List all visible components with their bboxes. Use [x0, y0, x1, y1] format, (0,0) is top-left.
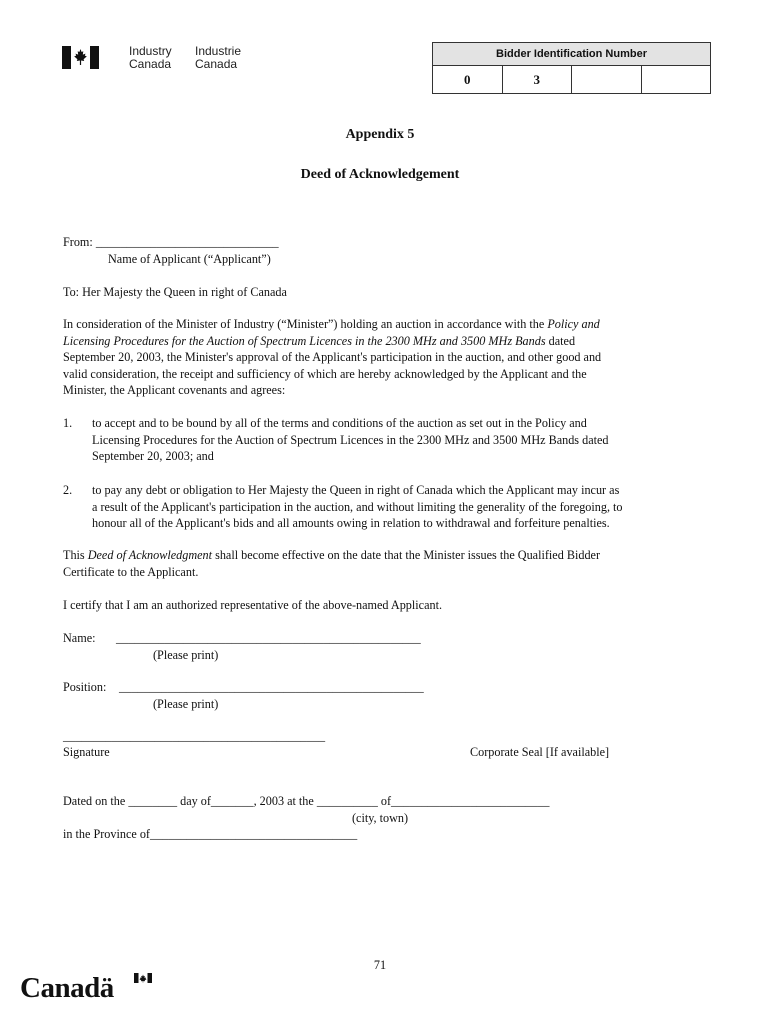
effective-paragraph: [63, 547, 713, 580]
item1-text-1: to accept and to be bound by all of the terms and conditions of the auction as set out in the: [92, 416, 536, 430]
signature-line[interactable]: ___________________________________________: [63, 729, 326, 743]
bidder-id-label: Bidder Identification Number: [433, 43, 710, 66]
wordmark-fr-line2: Canada: [195, 57, 238, 71]
from-line: From: ______________________________: [63, 235, 279, 249]
flag-bar-left: [62, 46, 71, 69]
bidder-id-cell-3[interactable]: [572, 66, 642, 94]
canada-wordmark: [20, 972, 140, 1004]
effective-text-3: Certificate to the Applicant.: [63, 564, 199, 579]
signature-label: Signature: [63, 745, 110, 759]
bidder-id-cells: [433, 66, 710, 94]
canada-wordmark-text: Canadä: [20, 972, 114, 1004]
wordmark-en-line1: Industry: [129, 44, 172, 58]
consideration-text-5: Minister, the Applicant covenants and agrees:: [63, 383, 286, 397]
maple-leaf-icon: [73, 46, 88, 69]
consideration-text-3: September 20, 2003, the Minister's approval of the Applicant's participation in the auction, and other good and: [63, 350, 602, 364]
list-item: [63, 415, 713, 465]
item1-text-2: dated: [579, 432, 609, 447]
province-line[interactable]: in the Province of__________________________________: [63, 827, 358, 841]
wordmark-english: [129, 45, 172, 71]
position-input-line[interactable]: __________________________________________________: [119, 680, 424, 694]
list-item: [63, 482, 713, 532]
corporate-seal-label: Corporate Seal [If available]: [470, 745, 610, 759]
city-town-hint: (city, town): [352, 811, 409, 825]
name-hint: (Please print): [153, 648, 219, 662]
position-label: Position:: [63, 680, 107, 694]
dated-line[interactable]: Dated on the ________ day of_______, 2003 at the __________ of__________________________: [63, 794, 550, 808]
appendix-title: Appendix 5: [345, 127, 415, 142]
consideration-paragraph: [63, 316, 713, 399]
item-number: 2.: [63, 483, 73, 497]
effective-text-2: shall become effective on the date that the Minister issues the Qualified Bidder: [212, 548, 601, 562]
wordmark-en-line2: Canada: [129, 57, 172, 71]
consideration-text-2: dated: [545, 333, 576, 348]
item1-text-3: September 20, 2003; and: [92, 449, 214, 463]
effective-text-1: This: [63, 548, 88, 562]
policy-title-part1: Policy and: [547, 317, 600, 331]
name-input-line[interactable]: __________________________________________________: [116, 631, 421, 645]
item-number: 1.: [63, 416, 73, 430]
wordmark-french: [195, 45, 241, 71]
item2-text-2: a result of the Applicant's participation in the auction, and without limiting the generality of the foregoing, to: [92, 499, 623, 514]
bidder-id-cell-1[interactable]: 0: [433, 66, 503, 94]
position-hint: (Please print): [153, 697, 219, 711]
bidder-id-cell-4[interactable]: [642, 66, 711, 94]
canada-flag-icon: [134, 973, 152, 983]
item1-policy-title-1: Policy and: [535, 416, 587, 430]
deed-title: Deed of Acknowledgement: [300, 167, 460, 182]
to-line: To: Her Majesty the Queen in right of Canada: [63, 285, 287, 299]
consideration-text-4: valid consideration, the receipt and sufficiency of which are hereby acknowledged by the Applicant and the: [63, 366, 587, 381]
wordmark-fr-line1: Industrie: [195, 44, 242, 58]
policy-title-part2: Licensing Procedures for the Auction of Spectrum Licences in the 2300 MHz and 3500 MHz Bands: [63, 333, 546, 348]
from-caption: Name of Applicant (“Applicant”): [108, 252, 271, 266]
bidder-id-box: [432, 42, 711, 94]
deed-name-italic: Deed of Acknowledgment: [87, 548, 213, 562]
certify-statement: I certify that I am an authorized representative of the above-named Applicant.: [63, 598, 443, 612]
page-number: 71: [373, 958, 387, 972]
bidder-id-cell-2[interactable]: 3: [503, 66, 573, 94]
item2-text-1: to pay any debt or obligation to Her Majesty the Queen in right of Canada which the Applicant may incur as: [92, 483, 620, 497]
item2-text-3: honour all of the Applicant's bids and all amounts owing in relation to withdrawal and forfeiture penalties.: [92, 516, 610, 530]
consideration-text-1: In consideration of the Minister of Industry (“Minister”) holding an auction in accordance with the: [63, 317, 548, 331]
item1-policy-title-2: Licensing Procedures for the Auction of Spectrum Licences in the 2300 MHz and 3500 MHz Bands: [92, 432, 580, 447]
industry-canada-logo: [62, 45, 262, 73]
name-label: Name:: [63, 631, 96, 645]
flag-bar-right: [90, 46, 99, 69]
